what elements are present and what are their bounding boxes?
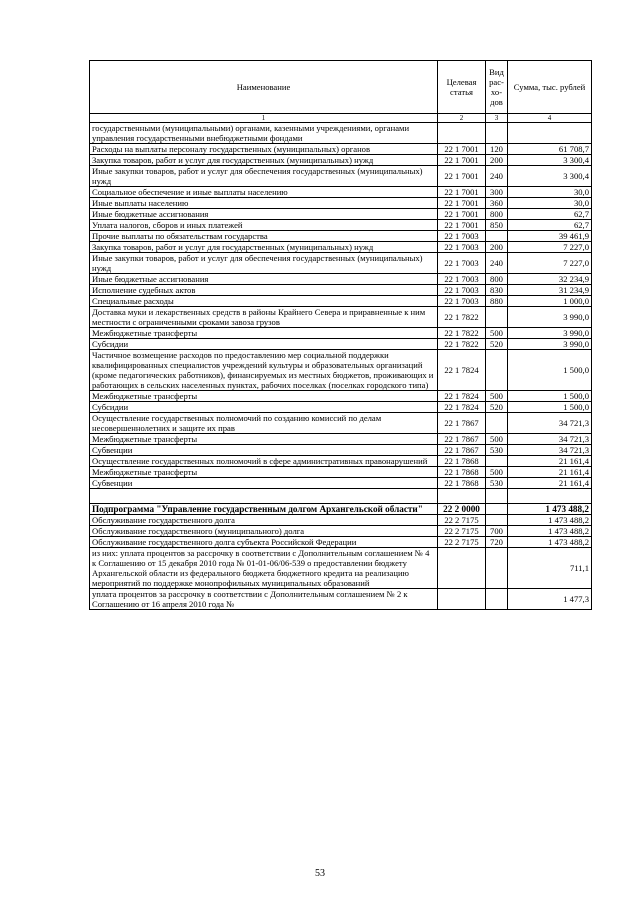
row-sum: 3 300,4 — [508, 166, 592, 187]
page-number: 53 — [315, 868, 325, 879]
row-name: Иные бюджетные ассигнования — [90, 274, 438, 285]
row-name: Осуществление государственных полномочий по созданию комиссий по делам несовершеннолетних и защите их прав — [90, 413, 438, 434]
table-row — [90, 253, 592, 274]
table-row — [90, 242, 592, 253]
row-target-article: 22 1 7003 — [438, 231, 486, 242]
row-name: Субсидии — [90, 339, 438, 350]
table-row — [90, 434, 592, 445]
row-target-article: 22 1 7003 — [438, 242, 486, 253]
row-sum: 39 461,9 — [508, 231, 592, 242]
row-name: Иные закупки товаров, работ и услуг для обеспечения государственных (муниципальных) нужд — [90, 166, 438, 187]
table-row — [90, 307, 592, 328]
row-target-article: 22 1 7822 — [438, 339, 486, 350]
row-name: уплата процентов за рассрочку в соответствии с Дополнительным соглашением № 2 к Соглашению от 16 апреля 2010 года № — [90, 589, 438, 610]
row-target-article: 22 2 7175 — [438, 515, 486, 526]
row-sum: 34 721,3 — [508, 445, 592, 456]
budget-sheet — [89, 60, 591, 610]
row-name: Подпрограмма "Управление государственным долгом Архангельской области" — [90, 504, 438, 515]
row-target-article: 22 1 7824 — [438, 350, 486, 391]
row-sum: 7 227,0 — [508, 242, 592, 253]
row-expense-type: 240 — [486, 166, 508, 187]
column-number-4: 4 — [508, 114, 592, 123]
row-expense-type: 120 — [486, 144, 508, 155]
row-expense-type: 200 — [486, 155, 508, 166]
table-row — [90, 209, 592, 220]
spacer-cell — [438, 489, 486, 504]
row-sum: 3 300,4 — [508, 155, 592, 166]
column-number-3: 3 — [486, 114, 508, 123]
row-target-article: 22 1 7868 — [438, 456, 486, 467]
row-sum: 1 500,0 — [508, 350, 592, 391]
table-row — [90, 296, 592, 307]
row-expense-type: 500 — [486, 391, 508, 402]
row-name: Прочие выплаты по обязательствам государства — [90, 231, 438, 242]
row-expense-type — [486, 515, 508, 526]
table-row — [90, 589, 592, 610]
table-row — [90, 339, 592, 350]
table-row — [90, 274, 592, 285]
row-sum: 3 990,0 — [508, 328, 592, 339]
row-target-article: 22 1 7822 — [438, 328, 486, 339]
row-expense-type — [486, 231, 508, 242]
row-target-article: 22 1 7867 — [438, 445, 486, 456]
table-row — [90, 231, 592, 242]
row-name: Иные закупки товаров, работ и услуг для обеспечения государственных (муниципальных) нужд — [90, 253, 438, 274]
row-name: Субсидии — [90, 402, 438, 413]
row-expense-type: 500 — [486, 434, 508, 445]
table-row — [90, 526, 592, 537]
row-target-article: 22 1 7001 — [438, 209, 486, 220]
row-expense-type: 530 — [486, 445, 508, 456]
row-target-article: 22 1 7868 — [438, 478, 486, 489]
row-sum: 34 721,3 — [508, 434, 592, 445]
row-name: Обслуживание государственного (муниципального) долга — [90, 526, 438, 537]
row-name: Межбюджетные трансферты — [90, 467, 438, 478]
table-row — [90, 285, 592, 296]
row-expense-type: 720 — [486, 537, 508, 548]
row-name: Обслуживание государственного долга — [90, 515, 438, 526]
row-sum: 3 990,0 — [508, 339, 592, 350]
table-row — [90, 445, 592, 456]
row-sum: 30,0 — [508, 187, 592, 198]
row-sum: 1 500,0 — [508, 391, 592, 402]
row-name: Субвенции — [90, 478, 438, 489]
row-sum: 21 161,4 — [508, 467, 592, 478]
table-row — [90, 504, 592, 515]
row-target-article: 22 1 7867 — [438, 413, 486, 434]
row-name: Обслуживание государственного долга субъекта Российской Федерации — [90, 537, 438, 548]
row-target-article: 22 2 0000 — [438, 504, 486, 515]
row-expense-type: 500 — [486, 467, 508, 478]
row-target-article: 22 1 7824 — [438, 391, 486, 402]
spacer-row — [90, 489, 592, 504]
row-name: Межбюджетные трансферты — [90, 434, 438, 445]
row-target-article: 22 1 7001 — [438, 220, 486, 231]
row-name: Исполнение судебных актов — [90, 285, 438, 296]
header-target-article: Целевая статья — [438, 61, 486, 114]
row-sum: 1 473 488,2 — [508, 515, 592, 526]
row-sum: 21 161,4 — [508, 456, 592, 467]
row-target-article — [438, 589, 486, 610]
row-expense-type: 300 — [486, 187, 508, 198]
row-expense-type: 520 — [486, 402, 508, 413]
header-name: Наименование — [90, 61, 438, 114]
row-sum: 1 000,0 — [508, 296, 592, 307]
row-name: Расходы на выплаты персоналу государственных (муниципальных) органов — [90, 144, 438, 155]
table-row — [90, 220, 592, 231]
row-expense-type — [486, 123, 508, 144]
row-expense-type: 240 — [486, 253, 508, 274]
row-sum — [508, 123, 592, 144]
row-expense-type — [486, 456, 508, 467]
table-row — [90, 537, 592, 548]
row-expense-type: 700 — [486, 526, 508, 537]
row-sum: 31 234,9 — [508, 285, 592, 296]
row-name: Закупка товаров, работ и услуг для государственных (муниципальных) нужд — [90, 155, 438, 166]
row-sum: 32 234,9 — [508, 274, 592, 285]
row-expense-type — [486, 413, 508, 434]
row-target-article: 22 1 7868 — [438, 467, 486, 478]
column-number-1: 1 — [90, 114, 438, 123]
row-target-article: 22 1 7003 — [438, 296, 486, 307]
table-row — [90, 350, 592, 391]
row-expense-type — [486, 548, 508, 589]
table-row — [90, 166, 592, 187]
row-expense-type: 800 — [486, 274, 508, 285]
row-name: Субвенции — [90, 445, 438, 456]
table-row — [90, 391, 592, 402]
spacer-cell — [486, 489, 508, 504]
row-name: из них: уплата процентов за рассрочку в соответствии с Дополнительным соглашением № 4 к Соглашению от 15 декабря 2010 года № 01-01-06/06-539 о предоставлении бюджету Архангельской области из федерального бюджета бюджетного кредита на реализацию мероприятий по поддержке монопрофильных муниципальных образований — [90, 548, 438, 589]
table-header-row — [90, 61, 592, 114]
table-row — [90, 198, 592, 209]
row-name: Закупка товаров, работ и услуг для государственных (муниципальных) нужд — [90, 242, 438, 253]
row-sum: 7 227,0 — [508, 253, 592, 274]
row-sum: 61 708,7 — [508, 144, 592, 155]
spacer-cell — [508, 489, 592, 504]
table-row — [90, 478, 592, 489]
row-sum: 3 990,0 — [508, 307, 592, 328]
row-target-article: 22 1 7001 — [438, 198, 486, 209]
row-target-article — [438, 123, 486, 144]
row-expense-type: 500 — [486, 328, 508, 339]
table-row — [90, 456, 592, 467]
row-target-article: 22 1 7867 — [438, 434, 486, 445]
row-name: государственными (муниципальными) органами, казенными учреждениями, органами управления государственными внебюджетными фондами — [90, 123, 438, 144]
row-sum: 711,1 — [508, 548, 592, 589]
row-target-article: 22 1 7001 — [438, 187, 486, 198]
row-expense-type: 520 — [486, 339, 508, 350]
row-target-article: 22 1 7824 — [438, 402, 486, 413]
row-name: Уплата налогов, сборов и иных платежей — [90, 220, 438, 231]
spacer-cell — [90, 489, 438, 504]
row-sum: 1 500,0 — [508, 402, 592, 413]
row-expense-type: 830 — [486, 285, 508, 296]
row-sum: 30,0 — [508, 198, 592, 209]
row-target-article: 22 1 7003 — [438, 274, 486, 285]
row-expense-type: 850 — [486, 220, 508, 231]
column-number-row — [90, 114, 592, 123]
table-row — [90, 467, 592, 478]
row-target-article: 22 1 7003 — [438, 285, 486, 296]
header-sum: Сумма, тыс. рублей — [508, 61, 592, 114]
row-sum: 1 473 488,2 — [508, 526, 592, 537]
row-target-article: 22 1 7003 — [438, 253, 486, 274]
row-expense-type — [486, 350, 508, 391]
row-sum: 34 721,3 — [508, 413, 592, 434]
row-name: Доставка муки и лекарственных средств в районы Крайнего Севера и приравненные к ним местности с ограниченными сроками завоза грузов — [90, 307, 438, 328]
row-expense-type: 360 — [486, 198, 508, 209]
row-expense-type — [486, 589, 508, 610]
table-row — [90, 548, 592, 589]
row-sum: 1 473 488,2 — [508, 537, 592, 548]
row-target-article: 22 1 7001 — [438, 144, 486, 155]
row-sum: 21 161,4 — [508, 478, 592, 489]
row-expense-type: 880 — [486, 296, 508, 307]
table-row — [90, 413, 592, 434]
table-row — [90, 402, 592, 413]
row-target-article: 22 1 7001 — [438, 166, 486, 187]
row-sum: 62,7 — [508, 220, 592, 231]
row-name: Социальное обеспечение и иные выплаты населению — [90, 187, 438, 198]
budget-table — [89, 60, 592, 610]
table-row — [90, 155, 592, 166]
row-name: Осуществление государственных полномочий в сфере административных правонарушений — [90, 456, 438, 467]
row-target-article — [438, 548, 486, 589]
row-name: Межбюджетные трансферты — [90, 391, 438, 402]
row-sum: 1 473 488,2 — [508, 504, 592, 515]
row-name: Иные бюджетные ассигнования — [90, 209, 438, 220]
row-name: Межбюджетные трансферты — [90, 328, 438, 339]
row-expense-type: 530 — [486, 478, 508, 489]
column-number-2: 2 — [438, 114, 486, 123]
row-expense-type — [486, 307, 508, 328]
header-expense-type: Вид рас-хо-дов — [486, 61, 508, 114]
row-target-article: 22 1 7001 — [438, 155, 486, 166]
row-target-article: 22 2 7175 — [438, 526, 486, 537]
row-expense-type — [486, 504, 508, 515]
table-row — [90, 144, 592, 155]
row-expense-type: 200 — [486, 242, 508, 253]
row-expense-type: 800 — [486, 209, 508, 220]
row-name: Специальные расходы — [90, 296, 438, 307]
row-sum: 1 477,3 — [508, 589, 592, 610]
row-name: Иные выплаты населению — [90, 198, 438, 209]
table-row — [90, 123, 592, 144]
row-sum: 62,7 — [508, 209, 592, 220]
table-row — [90, 328, 592, 339]
row-name: Частичное возмещение расходов по предоставлению мер социальной поддержки квалифицированных специалистов учреждений культуры и образовательных организаций (кроме педагогических работников), финансируемых из местных бюджетов, проживающих и работающих в сельских населенных пунктах, рабочих поселках (поселках городского типа) — [90, 350, 438, 391]
row-target-article: 22 1 7822 — [438, 307, 486, 328]
table-row — [90, 187, 592, 198]
row-target-article: 22 2 7175 — [438, 537, 486, 548]
table-row — [90, 515, 592, 526]
